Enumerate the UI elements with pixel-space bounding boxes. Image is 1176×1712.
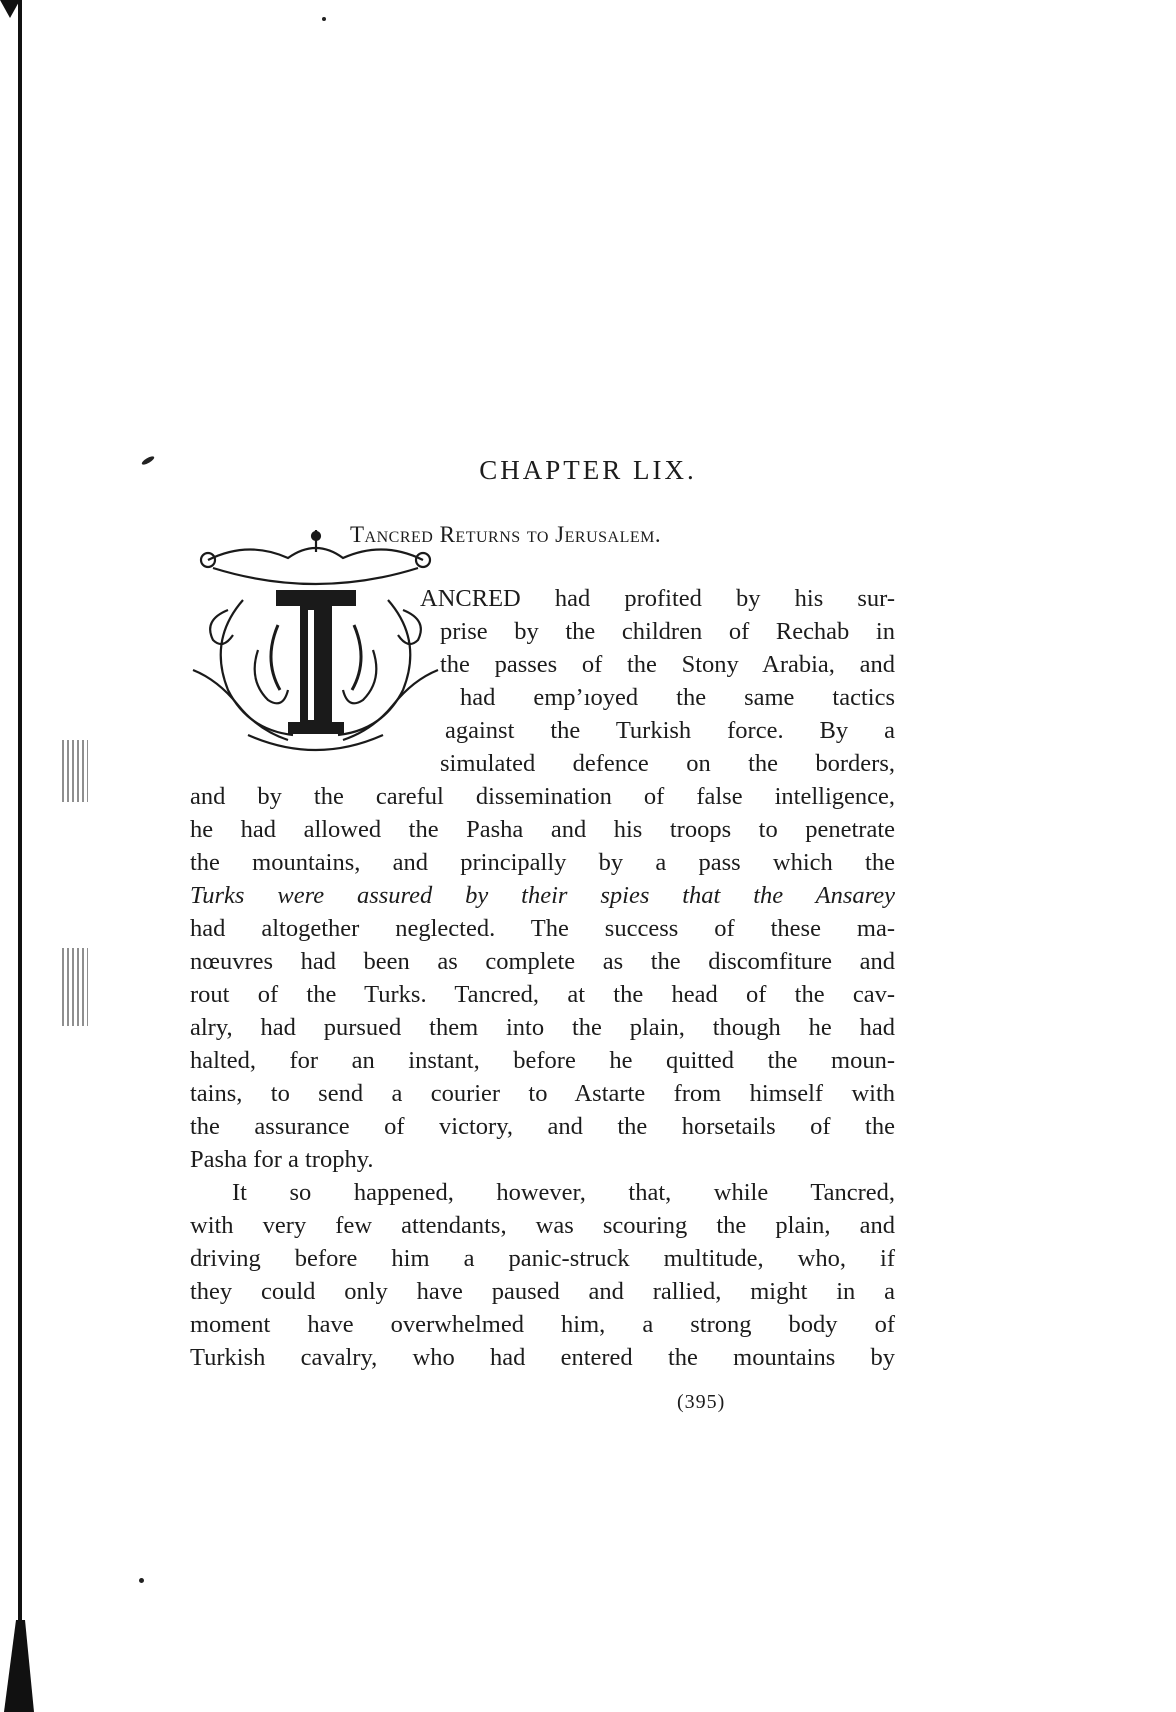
- text-line: they could only have paused and rallied, might in a: [190, 1278, 895, 1305]
- text-line: alry, had pursued them into the plain, though he had: [190, 1014, 895, 1041]
- text-line: driving before him a panic-struck multitude, who, if: [190, 1245, 895, 1272]
- chapter-title: CHAPTER LIX.: [479, 455, 697, 485]
- page-edge-line: [18, 0, 22, 1712]
- page-number: (395): [677, 1391, 726, 1413]
- text-line: rout of the Turks. Tancred, at the head of the cav-: [190, 981, 895, 1008]
- text-line: had altogether neglected. The success of these ma-: [190, 915, 895, 942]
- text-line: moment have overwhelmed him, a strong body of: [190, 1311, 895, 1338]
- text-line: he had allowed the Pasha and his troops to penetrate: [190, 816, 895, 843]
- text-line: the mountains, and principally by a pass which the: [190, 849, 895, 876]
- text-line: and by the careful dissemination of false intelligence,: [190, 783, 895, 810]
- text-line: had empʼıoyed the same tactics: [460, 684, 895, 711]
- text-line: Turks were assured by their spies that the Ansarey: [190, 882, 895, 909]
- text-line: with very few attendants, was scouring the plain, and: [190, 1212, 895, 1239]
- chapter-subtitle: Tancred Returns to Jerusalem.: [350, 522, 662, 547]
- body-text: [190, 582, 895, 1374]
- page-edge-tab: [0, 0, 20, 18]
- text-line: simulated defence on the borders,: [440, 750, 895, 777]
- text-line: ANCRED had profited by his sur-: [420, 585, 895, 612]
- scan-speck: [139, 1578, 144, 1583]
- page-edge-shadow: [4, 1620, 34, 1712]
- scan-speck: [322, 17, 326, 21]
- text-line: the assurance of victory, and the horsetails of the: [190, 1113, 895, 1140]
- text-line: the passes of the Stony Arabia, and: [440, 651, 895, 678]
- margin-scan-artifact: [62, 948, 88, 1026]
- text-line: It so happened, however, that, while Tancred,: [232, 1179, 895, 1206]
- text-line: Pasha for a trophy.: [190, 1146, 374, 1173]
- margin-scan-artifact: [62, 740, 88, 802]
- text-line: nœuvres had been as complete as the discomfiture and: [190, 948, 895, 975]
- text-line: halted, for an instant, before he quitted the moun-: [190, 1047, 895, 1074]
- text-line: prise by the children of Rechab in: [440, 618, 895, 645]
- text-line: against the Turkish force. By a: [445, 717, 895, 744]
- text-line: Turkish cavalry, who had entered the mountains by: [190, 1344, 895, 1371]
- text-line: tains, to send a courier to Astarte from himself with: [190, 1080, 895, 1107]
